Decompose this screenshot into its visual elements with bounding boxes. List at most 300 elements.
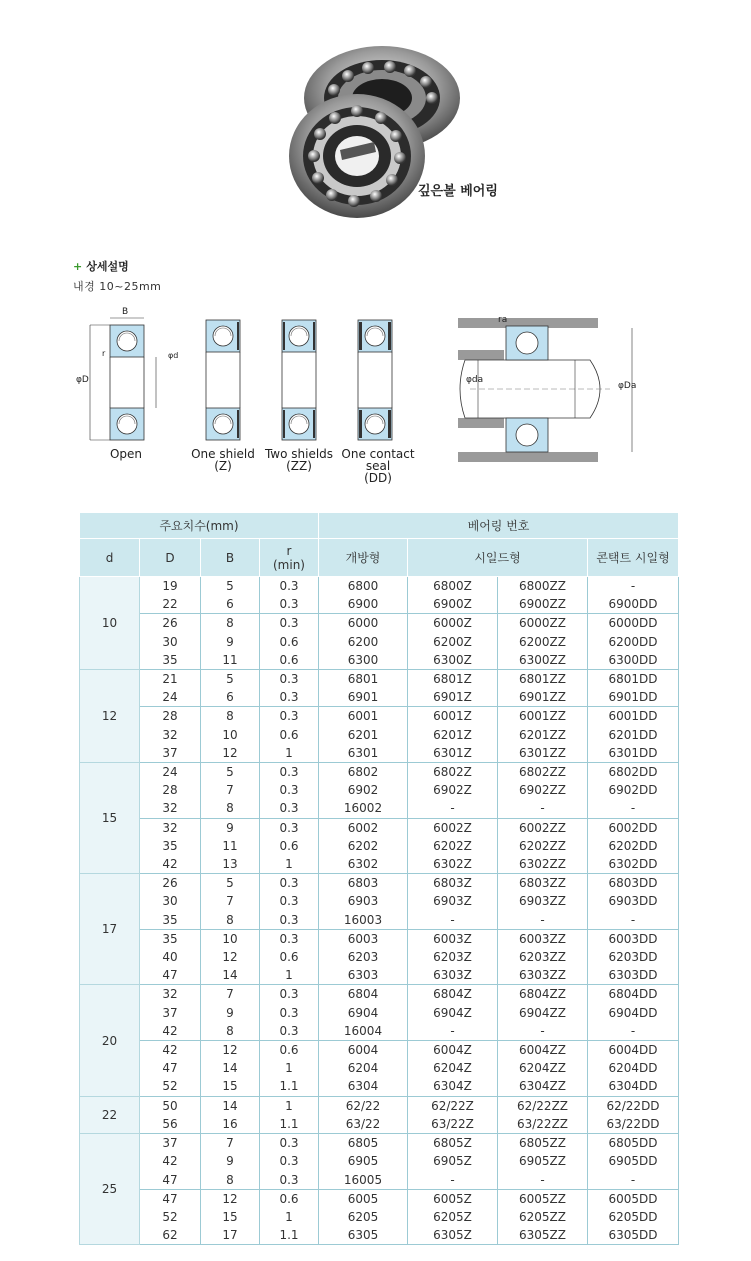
- cell-value: 6803DD: [608, 876, 658, 891]
- cell-r: [260, 1096, 319, 1133]
- cell-value: 0.3: [279, 616, 299, 631]
- cell-value: 6903: [347, 894, 379, 909]
- cell-value: 30: [162, 634, 178, 649]
- cell-value: 37: [162, 1136, 178, 1151]
- cell-value: 28: [162, 709, 178, 724]
- cell-value: 6904DD: [608, 1005, 658, 1020]
- table-row: [80, 1041, 679, 1097]
- cell-r: [260, 614, 319, 670]
- cell-value: 7: [226, 1136, 234, 1151]
- cell-value: 6001: [347, 709, 379, 724]
- table-row: [80, 1134, 679, 1190]
- cell-value: 6304DD: [608, 1079, 658, 1094]
- cell-value: 6303DD: [608, 968, 658, 983]
- cell-d: 17: [80, 874, 140, 985]
- diagram-mounting: [458, 318, 632, 462]
- cell-value: 6003ZZ: [519, 931, 566, 946]
- dim-r-label: r: [102, 349, 106, 358]
- cell-value: 6905: [347, 1154, 379, 1169]
- cell-value: 6003Z: [433, 931, 472, 946]
- cell-B: [201, 707, 260, 763]
- cell-value: 62/22ZZ: [516, 1098, 569, 1113]
- label-two-shields-line2: (ZZ): [286, 459, 312, 473]
- cell-value: 6904ZZ: [519, 1005, 566, 1020]
- cell-value: 6805: [347, 1136, 379, 1151]
- cell-value: 0.6: [279, 727, 299, 742]
- cell-value: 6204DD: [608, 1061, 658, 1076]
- cell-D: [140, 929, 201, 985]
- cell-d: 10: [80, 577, 140, 670]
- table-row: [80, 1096, 679, 1133]
- cell-value: 17: [222, 1228, 238, 1243]
- cell-value: 6001ZZ: [519, 709, 566, 724]
- header-dimensions: 주요치수(mm): [80, 513, 319, 539]
- cell-value: 6005ZZ: [519, 1191, 566, 1206]
- cell-dd: [588, 670, 679, 707]
- cell-value: 9: [226, 1154, 234, 1169]
- cell-value: 8: [226, 1023, 234, 1038]
- table-row: [80, 1189, 679, 1245]
- cell-value: 1: [285, 1098, 293, 1113]
- col-open: 개방형: [319, 539, 408, 577]
- cell-value: 30: [162, 894, 178, 909]
- cell-zz: [498, 1041, 588, 1097]
- cell-zz: [498, 707, 588, 763]
- cell-value: 6301DD: [608, 745, 658, 760]
- cell-value: 19: [162, 579, 178, 593]
- plus-icon: +: [73, 260, 83, 273]
- cell-value: 7: [226, 987, 234, 1002]
- cell-value: 47: [162, 1191, 178, 1206]
- cell-zz: [498, 577, 588, 614]
- label-open: Open: [109, 447, 143, 461]
- cell-z: [408, 874, 498, 930]
- cell-value: 6205ZZ: [519, 1209, 566, 1224]
- cell-dd: [588, 707, 679, 763]
- cell-value: 0.3: [279, 801, 299, 816]
- col-shield: 시일드형: [408, 539, 588, 577]
- cell-value: 47: [162, 968, 178, 983]
- cell-value: 0.6: [279, 1191, 299, 1206]
- cell-value: 6002DD: [608, 820, 658, 835]
- cell-value: 0.6: [279, 838, 299, 853]
- cell-value: 6800ZZ: [519, 579, 566, 593]
- cell-value: 6802: [347, 765, 379, 780]
- cell-D: [140, 707, 201, 763]
- cell-value: 22: [162, 597, 178, 612]
- cell-zz: [498, 670, 588, 707]
- cell-value: 7: [226, 783, 234, 798]
- cell-value: 7: [226, 894, 234, 909]
- cell-value: 6202Z: [433, 838, 472, 853]
- cell-value: 10: [222, 727, 238, 742]
- bearing-photo: [282, 38, 502, 228]
- cell-value: 5: [226, 765, 234, 780]
- cell-value: 16002: [343, 801, 383, 816]
- col-contact: 콘택트 시일형: [588, 539, 679, 577]
- cell-B: [201, 577, 260, 614]
- cell-value: 6801Z: [433, 672, 472, 687]
- cell-value: 62/22: [345, 1098, 381, 1113]
- cell-r: [260, 577, 319, 614]
- cell-zz: [498, 614, 588, 670]
- cell-value: 6005Z: [433, 1191, 472, 1206]
- diagram-two-shields: [282, 320, 316, 440]
- cell-value: 6800Z: [433, 579, 472, 593]
- cell-D: [140, 1041, 201, 1097]
- cell-value: 6301: [347, 745, 379, 760]
- cell-value: 6900DD: [608, 597, 658, 612]
- cell-value: 6004: [347, 1043, 379, 1058]
- cell-z: [408, 1096, 498, 1133]
- cell-value: 28: [162, 783, 178, 798]
- cell-value: 6303Z: [433, 968, 472, 983]
- cell-value: 63/22ZZ: [516, 1116, 569, 1131]
- cell-B: [201, 929, 260, 985]
- cell-value: 6802DD: [608, 765, 658, 780]
- cell-value: 35: [162, 652, 178, 667]
- cell-r: [260, 1041, 319, 1097]
- cell-dd: [588, 1096, 679, 1133]
- cell-value: 32: [162, 987, 178, 1002]
- cell-z: [408, 818, 498, 874]
- col-r-line1: r: [286, 543, 292, 558]
- cell-value: 6202ZZ: [519, 838, 566, 853]
- cell-B: [201, 670, 260, 707]
- cell-value: 6202: [347, 838, 379, 853]
- dim-d-label: φd: [168, 351, 179, 360]
- cell-value: 1: [285, 1209, 293, 1224]
- cell-value: 6801ZZ: [519, 672, 566, 687]
- cell-value: 1: [285, 968, 293, 983]
- cell-value: -: [630, 1172, 636, 1187]
- cell-value: -: [540, 801, 545, 816]
- cell-value: 35: [162, 838, 178, 853]
- cell-dd: [588, 614, 679, 670]
- cell-value: 0.3: [279, 894, 299, 909]
- cell-value: 0.3: [279, 765, 299, 780]
- cell-value: 0.6: [279, 652, 299, 667]
- cell-z: [408, 614, 498, 670]
- cell-value: 6802Z: [433, 765, 472, 780]
- cell-value: 16004: [343, 1023, 383, 1038]
- col-r: [260, 539, 319, 577]
- table-row: [80, 614, 679, 670]
- cell-value: 6000: [347, 616, 379, 631]
- cell-value: 42: [162, 1154, 178, 1169]
- cell-value: 6904: [347, 1005, 379, 1020]
- label-contact-seal-line2: seal: [365, 459, 391, 473]
- cell-z: [408, 1041, 498, 1097]
- diagram-one-shield: [206, 320, 240, 440]
- cell-zz: [498, 1189, 588, 1245]
- bore-range: 내경 10~25mm: [73, 280, 162, 293]
- cell-value: 6903DD: [608, 894, 658, 909]
- cell-value: 42: [162, 1023, 178, 1038]
- cell-value: 62: [162, 1228, 178, 1243]
- cell-value: 6302: [347, 857, 379, 872]
- cell-B: [201, 985, 260, 1041]
- cell-open: [319, 1189, 408, 1245]
- cell-value: 6200DD: [608, 634, 658, 649]
- cell-value: 6304Z: [433, 1079, 472, 1094]
- cell-value: 26: [162, 616, 178, 631]
- cell-value: 0.3: [279, 987, 299, 1002]
- cell-value: 6303: [347, 968, 379, 983]
- cell-zz: [498, 874, 588, 930]
- cell-value: -: [540, 1172, 545, 1187]
- label-two-shields: [264, 448, 334, 472]
- cell-value: 0.3: [279, 709, 299, 724]
- cell-value: 32: [162, 727, 178, 742]
- cell-value: 63/22Z: [431, 1116, 474, 1131]
- cell-value: 62/22DD: [606, 1098, 660, 1113]
- cell-value: 6201ZZ: [519, 727, 566, 742]
- table-row: [80, 577, 679, 614]
- spec-body: [80, 577, 679, 1245]
- cell-r: [260, 818, 319, 874]
- cell-value: 52: [162, 1079, 178, 1094]
- cell-value: 6803: [347, 876, 379, 891]
- cell-value: 6002: [347, 820, 379, 835]
- cell-value: 6301ZZ: [519, 745, 566, 760]
- col-D: D: [140, 539, 201, 577]
- cell-value: 1.1: [279, 1079, 299, 1094]
- cell-B: [201, 874, 260, 930]
- header-bearing-numbers: 베어링 번호: [319, 513, 679, 539]
- cell-value: 47: [162, 1172, 178, 1187]
- table-row: [80, 707, 679, 763]
- dim-B-label: B: [122, 307, 129, 317]
- cell-z: [408, 985, 498, 1041]
- cell-dd: [588, 1189, 679, 1245]
- cell-value: 63/22: [345, 1116, 381, 1131]
- cell-value: 6802ZZ: [519, 765, 566, 780]
- cell-value: -: [630, 801, 636, 816]
- label-one-shield: [188, 448, 258, 472]
- cell-B: [201, 1134, 260, 1190]
- cell-dd: [588, 874, 679, 930]
- table-row: [80, 818, 679, 874]
- cell-value: 56: [162, 1116, 178, 1131]
- cell-value: 0.3: [279, 1023, 299, 1038]
- col-r-line2: (min): [273, 557, 305, 572]
- cell-z: [408, 1134, 498, 1190]
- cell-value: 62/22Z: [431, 1098, 474, 1113]
- cell-value: 42: [162, 857, 178, 872]
- cell-value: 6203Z: [433, 950, 472, 965]
- cell-value: -: [630, 579, 636, 593]
- cell-value: 24: [162, 765, 178, 780]
- cell-value: 26: [162, 876, 178, 891]
- cell-D: [140, 1189, 201, 1245]
- cell-value: 5: [226, 672, 234, 687]
- cell-value: 12: [222, 1043, 238, 1058]
- cell-value: 1: [285, 1061, 293, 1076]
- cell-value: 6805Z: [433, 1136, 472, 1151]
- cell-B: [201, 818, 260, 874]
- cell-value: 21: [162, 672, 178, 687]
- cell-value: 6000Z: [433, 616, 472, 631]
- cell-d: 25: [80, 1134, 140, 1245]
- cell-value: 6302DD: [608, 857, 658, 872]
- cell-value: 6803Z: [433, 876, 472, 891]
- cell-value: 6: [226, 690, 234, 705]
- cell-value: 6003DD: [608, 931, 658, 946]
- cell-open: [319, 577, 408, 614]
- cell-value: 6300Z: [433, 652, 472, 667]
- cell-value: 6302Z: [433, 857, 472, 872]
- cell-value: 6305: [347, 1228, 379, 1243]
- cell-value: 5: [226, 876, 234, 891]
- cell-value: 12: [222, 745, 238, 760]
- cell-value: 35: [162, 931, 178, 946]
- cell-value: -: [630, 1023, 636, 1038]
- cell-value: 0.3: [279, 690, 299, 705]
- table-row: [80, 874, 679, 930]
- cell-value: 6002ZZ: [519, 820, 566, 835]
- cell-value: 0.3: [279, 1172, 299, 1187]
- cell-value: 6304ZZ: [519, 1079, 566, 1094]
- cell-value: 6: [226, 597, 234, 612]
- cell-zz: [498, 818, 588, 874]
- cell-value: 6203ZZ: [519, 950, 566, 965]
- cell-value: 32: [162, 801, 178, 816]
- cell-value: 9: [226, 634, 234, 649]
- cell-value: 0.3: [279, 912, 299, 927]
- dim-da-label: φda: [466, 375, 484, 385]
- cell-open: [319, 1134, 408, 1190]
- cell-zz: [498, 929, 588, 985]
- cell-value: 6902: [347, 783, 379, 798]
- cell-dd: [588, 1134, 679, 1190]
- cell-value: 6901DD: [608, 690, 658, 705]
- cell-value: 16005: [343, 1172, 383, 1187]
- cell-value: 0.3: [279, 1136, 299, 1151]
- diagram-contact-seal: [358, 320, 392, 440]
- cell-value: 6903Z: [433, 894, 472, 909]
- cell-value: -: [540, 912, 545, 927]
- cell-value: 14: [222, 968, 238, 983]
- cell-D: [140, 670, 201, 707]
- cell-value: 6200Z: [433, 634, 472, 649]
- cell-dd: [588, 1041, 679, 1097]
- cell-value: 0.6: [279, 634, 299, 649]
- cell-value: 6903ZZ: [519, 894, 566, 909]
- cell-value: 40: [162, 950, 178, 965]
- cell-D: [140, 818, 201, 874]
- cell-value: 6305Z: [433, 1228, 472, 1243]
- cell-open: [319, 707, 408, 763]
- cell-value: 0.3: [279, 1005, 299, 1020]
- cell-open: [319, 929, 408, 985]
- cell-value: 6804ZZ: [519, 987, 566, 1002]
- cell-B: [201, 1096, 260, 1133]
- cell-value: 6300DD: [608, 652, 658, 667]
- cell-value: 5: [226, 579, 234, 593]
- cell-r: [260, 1134, 319, 1190]
- cell-value: 42: [162, 1043, 178, 1058]
- cell-value: 6300: [347, 652, 379, 667]
- cell-B: [201, 1041, 260, 1097]
- cell-d: 20: [80, 985, 140, 1096]
- col-B: B: [201, 539, 260, 577]
- cell-value: 6804DD: [608, 987, 658, 1002]
- cell-z: [408, 707, 498, 763]
- cell-value: 8: [226, 616, 234, 631]
- col-d: d: [80, 539, 140, 577]
- cell-open: [319, 1096, 408, 1133]
- cell-value: 6000ZZ: [519, 616, 566, 631]
- cell-B: [201, 1189, 260, 1245]
- cell-value: 0.3: [279, 597, 299, 612]
- cell-value: 6004Z: [433, 1043, 472, 1058]
- diagram-open: [90, 318, 156, 440]
- cell-value: 6905ZZ: [519, 1154, 566, 1169]
- cell-d: 22: [80, 1096, 140, 1133]
- cell-value: 32: [162, 820, 178, 835]
- cell-value: 0.3: [279, 783, 299, 798]
- cell-value: 6805ZZ: [519, 1136, 566, 1151]
- label-contact-seal-line1: One contact: [341, 447, 415, 461]
- cell-value: 13: [222, 857, 238, 872]
- cell-D: [140, 985, 201, 1041]
- cell-value: 1.1: [279, 1228, 299, 1243]
- cell-value: -: [450, 912, 455, 927]
- label-contact-seal: [340, 448, 416, 484]
- cell-value: -: [540, 1023, 545, 1038]
- cell-value: 8: [226, 801, 234, 816]
- dim-D-label: φD: [76, 375, 89, 385]
- cell-r: [260, 985, 319, 1041]
- cell-zz: [498, 985, 588, 1041]
- cell-dd: [588, 929, 679, 985]
- cell-value: 6801DD: [608, 672, 658, 687]
- cell-value: 6800: [347, 579, 379, 593]
- cell-value: 6200ZZ: [519, 634, 566, 649]
- cell-value: -: [630, 912, 636, 927]
- cell-value: 6301Z: [433, 745, 472, 760]
- photo-caption: 깊은볼 베어링: [418, 184, 498, 199]
- cell-d: 12: [80, 670, 140, 763]
- cell-zz: [498, 1134, 588, 1190]
- cell-value: 6001Z: [433, 709, 472, 724]
- cell-open: [319, 614, 408, 670]
- cell-value: 8: [226, 912, 234, 927]
- cell-value: 6205: [347, 1209, 379, 1224]
- cell-value: -: [450, 801, 455, 816]
- cell-value: 6200: [347, 634, 379, 649]
- cell-zz: [498, 763, 588, 819]
- cell-value: 14: [222, 1061, 238, 1076]
- cell-value: 12: [222, 1191, 238, 1206]
- cell-open: [319, 874, 408, 930]
- cell-value: 14: [222, 1098, 238, 1113]
- cell-open: [319, 1041, 408, 1097]
- cell-open: [319, 670, 408, 707]
- cell-B: [201, 614, 260, 670]
- cell-value: 35: [162, 912, 178, 927]
- cell-value: 6201Z: [433, 727, 472, 742]
- cell-value: 11: [222, 652, 238, 667]
- cell-value: 6003: [347, 931, 379, 946]
- cell-value: 6000DD: [608, 616, 658, 631]
- cell-value: 6002Z: [433, 820, 472, 835]
- cell-value: -: [450, 1023, 455, 1038]
- cell-value: 6905DD: [608, 1154, 658, 1169]
- cell-value: 6804: [347, 987, 379, 1002]
- cell-value: 0.3: [279, 1154, 299, 1169]
